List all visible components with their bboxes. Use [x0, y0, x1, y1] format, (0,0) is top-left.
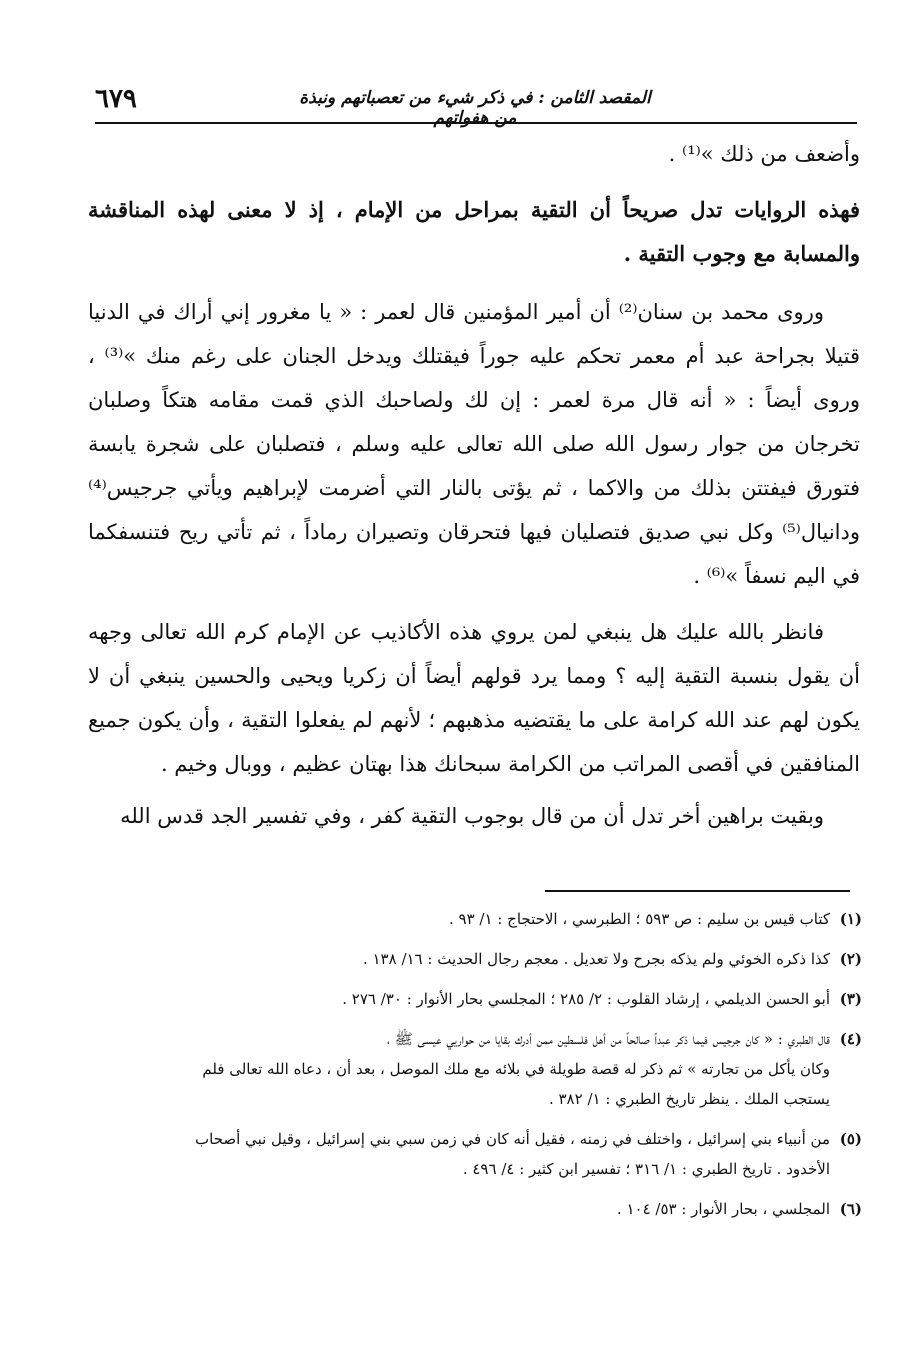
footnote-line: أبو الحسن الديلمي ، إرشاد القلوب : ٢/ ٢٨٥ ؛ المجلسي بحار الأنوار : ٣٠/ ٢٧٦ . — [342, 990, 830, 1008]
footnote — [100, 904, 862, 934]
paragraph-4: فانظر بالله عليك هل ينبغي لمن يروي هذه الأكاذيب عن الإمام كرم الله تعالى وجهه أن يقول بنسبة التقية إليه ؟ ومما يرد قولهم أيضاً أن زكريا ويحيى والحسين ينبغي أن لا يكون لهم عند الله كرامة على ما يقتضيه مذهبهم ؛ لأنهم لم يفعلوا التقية ، وأن يكون جميع المنافقين في أقصى المراتب من الكرامة سبحانك هذا بهتان عظيم ، ووبال وخيم . — [88, 620, 860, 776]
footnote-number: (٣) — [839, 990, 862, 1008]
paragraph-1: وأضعف من ذلك »⁽¹⁾ . — [668, 142, 860, 166]
footnote-text — [100, 944, 830, 974]
footnote-number: (١) — [839, 910, 862, 928]
footnote — [100, 944, 862, 974]
footnote — [100, 1194, 862, 1224]
footnote-number: (٤) — [839, 1030, 862, 1048]
footnote-number: (٢) — [839, 950, 862, 968]
footnote — [100, 984, 862, 1014]
main-text — [88, 122, 860, 838]
footnote-text — [100, 984, 830, 1014]
footnote-line: قال الطبري : « كان جرجيس فيما ذكر عبداً صالحاً من أهل فلسطين ممن أدرك بقايا من حواريي عيسى ﷺ ، — [386, 1030, 830, 1048]
paragraph-2: فهذه الروايات تدل صريحاً أن التقية بمراحل من الإمام ، إذ لا معنى لهذه المناقشة والمسابة مع وجوب التقية . — [88, 197, 860, 266]
running-title: المقصد الثامن : في ذكر شيء من تعصباتهم ونبذة من هفواتهم — [299, 88, 651, 128]
footnote-line: المجلسي ، بحار الأنوار : ٥٣/ ١٠٤ . — [616, 1200, 830, 1218]
footnotes — [100, 904, 862, 1234]
footnote-separator — [545, 890, 850, 892]
paragraph-3: وروى محمد بن سنان⁽²⁾ أن أمير المؤمنين قال لعمر : « يا مغرور إني أراك في الدنيا قتيلا بجراحة عبد أم معمر تحكم عليه جوراً فيقتلك ويدخل الجنان على رغم منك »⁽³⁾ ، وروى أيضاً : « أنه قال مرة لعمر : إن لك ولصاحبك الذي قمت مقامه هتكاً وصلبان تخرجان من جوار رسول الله صلى الله تعالى عليه وسلم ، فتصلبان على شجرة يابسة فتورق فيفتتن بذلك من والاكما ، ثم يؤتى بالنار التي أضرمت لإبراهيم ويأتي جرجيس⁽⁴⁾ ودانيال⁽⁵⁾ وكل نبي صديق فتصليان فيها فتحرقان وتصيران رماداً ، ثم تأتي ريح فتنسفكما في اليم نسفاً »⁽⁶⁾ . — [88, 300, 860, 588]
footnote — [100, 1024, 862, 1114]
footnote-line: كذا ذكره الخوئي ولم يذكه بجرح ولا تعديل . معجم رجال الحديث : ١٦/ ١٣٨ . — [362, 950, 830, 968]
footnote-number: (٦) — [839, 1200, 862, 1218]
footnote-line: يستجب الملك . ينظر تاريخ الطبري : ١/ ٣٨٢ . — [548, 1090, 830, 1108]
footnote-line: من أنبياء بني إسرائيل ، واختلف في زمنه ، فقيل أنه كان في زمن سبي بني إسرائيل ، وقيل نبي أصحاب — [195, 1130, 830, 1148]
footnote-line: كتاب قيس بن سليم : ص ٥٩٣ ؛ الطبرسي ، الاحتجاج : ١/ ٩٣ . — [448, 910, 830, 928]
page-header — [95, 82, 857, 128]
page-number: ٦٧٩ — [95, 84, 137, 114]
paragraph-5: وبقيت براهين أخر تدل أن من قال بوجوب التقية كفر ، وفي تفسير الجد قدس الله — [120, 804, 824, 828]
footnote-line: وكان يأكل من تجارته » ثم ذكر له قصة طويلة في بلائه مع ملك الموصل ، بعد أن ، دعاه الله تعالى فلم — [202, 1060, 830, 1078]
footnote-text — [100, 1194, 830, 1224]
footnote — [100, 1124, 862, 1184]
footnote-number: (٥) — [839, 1130, 862, 1148]
footnote-text — [100, 1124, 830, 1184]
footnote-text — [100, 1024, 830, 1114]
footnote-text — [100, 904, 830, 934]
footnote-line: الأخدود . تاريخ الطبري : ١/ ٣١٦ ؛ تفسير ابن كثير : ٤/ ٤٩٦ . — [462, 1160, 830, 1178]
